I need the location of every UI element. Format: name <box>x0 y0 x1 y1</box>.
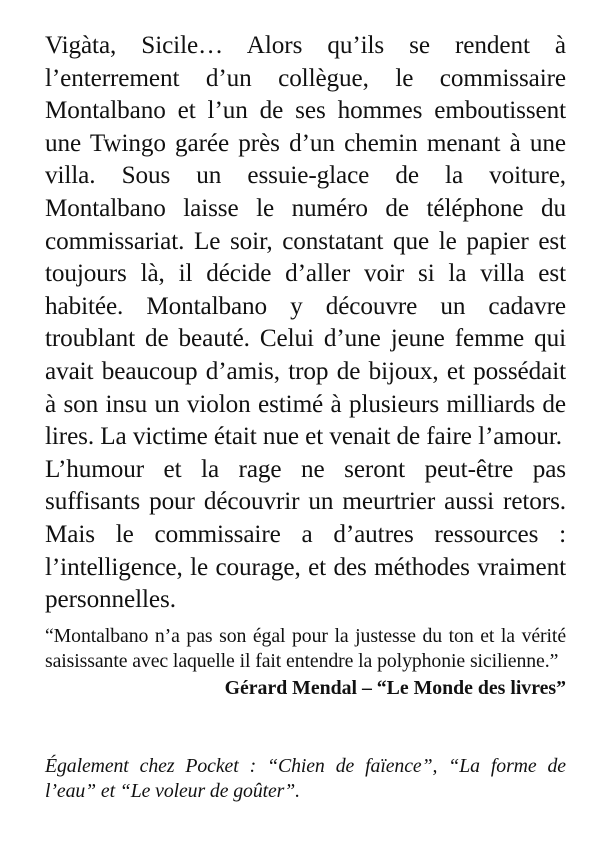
review-attribution: Gérard Mendal – “Le Monde des livres” <box>224 677 566 699</box>
review-quote: “Montalbano n’a pas son égal pour la justesse du ton et la vérité saisissante avec laquelle il fait entendre la polyphonie sicilienne.” <box>45 625 566 672</box>
synopsis-paragraph-1: Vigàta, Sicile… Alors qu’ils se rendent à l’enterrement d’un collègue, le commissaire Montalbano et l’un de ses hommes emboutissent une Twingo garée près d’un chemin menant à une villa. Sous un essuie-glace de la voiture, Montalbano laisse le numéro de téléphone du commissariat. Le soir, constatant que le papier est toujours là, il décide d’aller voir si la villa est habitée. Montalbano y découvre un cadavre troublant de beauté. Celui d’une jeune femme qui avait beaucoup d’amis, trop de bijoux, et possédait à son insu un violon estimé à plusieurs milliards de lires. La victime était nue et venait de faire l’amour. <box>45 32 566 451</box>
press-review <box>45 624 566 701</box>
also-available-note: Également chez Pocket : “Chien de faïence”, “La forme de l’eau” et “Le voleur de goûter”. <box>45 755 566 802</box>
synopsis-paragraph-2: L’humour et la rage ne seront peut-être pas suffisants pour découvrir un meurtrier aussi retors. Mais le commissaire a d’autres ressources : l’intelligence, le courage, et des méthodes vraiment personnelles. <box>45 455 566 614</box>
synopsis <box>45 30 566 617</box>
